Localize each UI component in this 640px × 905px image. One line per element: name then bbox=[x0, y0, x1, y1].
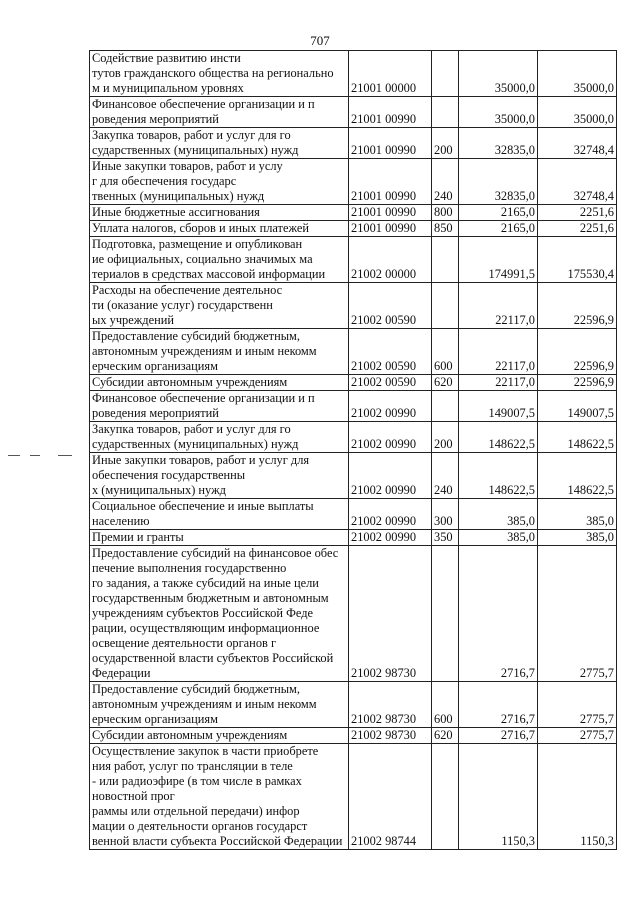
table-row bbox=[90, 283, 617, 329]
row-amount-1: 35000,0 bbox=[459, 97, 538, 128]
row-amount-1: 1150,3 bbox=[459, 744, 538, 850]
row-name: Иные закупки товаров, работ и услуг для обеспечения государственны х (муниципальных) нужд bbox=[90, 453, 349, 499]
row-amount-2: 2251,6 bbox=[538, 205, 617, 221]
row-expense-type: 240 bbox=[432, 159, 459, 205]
row-amount-1: 2716,7 bbox=[459, 682, 538, 728]
row-code: 21002 00990 bbox=[349, 422, 432, 453]
row-amount-2: 35000,0 bbox=[538, 51, 617, 97]
row-name: Подготовка, размещение и опубликован ие официальных, социально значимых ма териалов в средствах массовой информации bbox=[90, 237, 349, 283]
row-name: Осуществление закупок в части приобрете ния работ, услуг по трансляции в теле - или радиоэфире (в том числе в рамках новостной прог раммы или отдельной передачи) инфор мации о деятельности органов государст венной власти субъекта Российской Федерации bbox=[90, 744, 349, 850]
row-expense-type: 850 bbox=[432, 221, 459, 237]
row-expense-type bbox=[432, 97, 459, 128]
row-amount-1: 2165,0 bbox=[459, 205, 538, 221]
row-amount-2: 148622,5 bbox=[538, 453, 617, 499]
row-amount-1: 2165,0 bbox=[459, 221, 538, 237]
row-code: 21002 00590 bbox=[349, 329, 432, 375]
table-row bbox=[90, 51, 617, 97]
row-amount-1: 385,0 bbox=[459, 530, 538, 546]
row-code: 21002 00990 bbox=[349, 453, 432, 499]
row-amount-1: 174991,5 bbox=[459, 237, 538, 283]
table-row bbox=[90, 453, 617, 499]
table-row bbox=[90, 744, 617, 850]
row-name: Предоставление субсидий бюджетным, автономным учреждениям и иным некомм ерческим организациям bbox=[90, 682, 349, 728]
table-row bbox=[90, 221, 617, 237]
row-code: 21002 00590 bbox=[349, 375, 432, 391]
row-code: 21002 00590 bbox=[349, 283, 432, 329]
row-expense-type: 620 bbox=[432, 728, 459, 744]
row-code: 21001 00990 bbox=[349, 159, 432, 205]
row-amount-2: 385,0 bbox=[538, 530, 617, 546]
table-row bbox=[90, 499, 617, 530]
table-row bbox=[90, 546, 617, 682]
table-row bbox=[90, 391, 617, 422]
row-code: 21001 00990 bbox=[349, 128, 432, 159]
row-amount-1: 149007,5 bbox=[459, 391, 538, 422]
row-amount-1: 22117,0 bbox=[459, 329, 538, 375]
row-code: 21002 98730 bbox=[349, 728, 432, 744]
row-amount-1: 35000,0 bbox=[459, 51, 538, 97]
row-name: Содействие развитию инсти тутов гражданского общества на регионально м и муниципальном уровнях bbox=[90, 51, 349, 97]
row-amount-2: 148622,5 bbox=[538, 422, 617, 453]
table-row bbox=[90, 97, 617, 128]
row-expense-type: 240 bbox=[432, 453, 459, 499]
row-code: 21002 98730 bbox=[349, 546, 432, 682]
row-name: Социальное обеспечение и иные выплаты населению bbox=[90, 499, 349, 530]
row-expense-type: 800 bbox=[432, 205, 459, 221]
row-amount-1: 32835,0 bbox=[459, 159, 538, 205]
table-row bbox=[90, 159, 617, 205]
scan-mark bbox=[30, 455, 40, 456]
row-expense-type: 620 bbox=[432, 375, 459, 391]
row-name: Закупка товаров, работ и услуг для го сударственных (муниципальных) нужд bbox=[90, 422, 349, 453]
row-expense-type: 350 bbox=[432, 530, 459, 546]
row-amount-2: 32748,4 bbox=[538, 128, 617, 159]
table-row bbox=[90, 329, 617, 375]
row-code: 21001 00990 bbox=[349, 205, 432, 221]
row-amount-1: 148622,5 bbox=[459, 453, 538, 499]
row-expense-type: 200 bbox=[432, 422, 459, 453]
row-amount-2: 32748,4 bbox=[538, 159, 617, 205]
row-amount-2: 2775,7 bbox=[538, 682, 617, 728]
page-number: 707 bbox=[310, 33, 330, 48]
row-name: Субсидии автономным учреждениям bbox=[90, 375, 349, 391]
row-name: Финансовое обеспечение организации и п роведения мероприятий bbox=[90, 391, 349, 422]
row-name: Иные бюджетные ассигнования bbox=[90, 205, 349, 221]
row-amount-1: 32835,0 bbox=[459, 128, 538, 159]
row-name: Расходы на обеспечение деятельнос ти (оказание услуг) государственн ых учреждений bbox=[90, 283, 349, 329]
table-body bbox=[90, 51, 617, 850]
scan-mark bbox=[58, 455, 72, 456]
row-name: Предоставление субсидий бюджетным, автономным учреждениям и иным некомм ерческим организациям bbox=[90, 329, 349, 375]
row-expense-type: 600 bbox=[432, 329, 459, 375]
row-code: 21002 00990 bbox=[349, 499, 432, 530]
row-expense-type: 600 bbox=[432, 682, 459, 728]
row-code: 21001 00990 bbox=[349, 97, 432, 128]
row-amount-1: 22117,0 bbox=[459, 375, 538, 391]
row-expense-type: 300 bbox=[432, 499, 459, 530]
scan-mark bbox=[8, 455, 20, 456]
table-row bbox=[90, 375, 617, 391]
row-amount-2: 149007,5 bbox=[538, 391, 617, 422]
row-name: Закупка товаров, работ и услуг для го сударственных (муниципальных) нужд bbox=[90, 128, 349, 159]
table-row bbox=[90, 205, 617, 221]
row-expense-type bbox=[432, 237, 459, 283]
row-expense-type bbox=[432, 744, 459, 850]
row-amount-2: 2251,6 bbox=[538, 221, 617, 237]
row-name: Предоставление субсидий на финансовое обес печение выполнения государственно го задания, а также субсидий на иные цели государственным бюджетным и автономным учреждениям субъектов Российской Феде рации, осуществляющим информационное освещение деятельности органов г осударственной власти субъектов Российской Федерации bbox=[90, 546, 349, 682]
row-amount-2: 22596,9 bbox=[538, 375, 617, 391]
row-amount-1: 22117,0 bbox=[459, 283, 538, 329]
row-code: 21002 00990 bbox=[349, 530, 432, 546]
row-expense-type bbox=[432, 546, 459, 682]
row-amount-1: 2716,7 bbox=[459, 546, 538, 682]
row-name: Финансовое обеспечение организации и п роведения мероприятий bbox=[90, 97, 349, 128]
table-row bbox=[90, 728, 617, 744]
row-code: 21001 00990 bbox=[349, 221, 432, 237]
row-name: Уплата налогов, сборов и иных платежей bbox=[90, 221, 349, 237]
row-name: Субсидии автономным учреждениям bbox=[90, 728, 349, 744]
row-amount-2: 35000,0 bbox=[538, 97, 617, 128]
row-amount-2: 22596,9 bbox=[538, 283, 617, 329]
table-row bbox=[90, 682, 617, 728]
row-code: 21001 00000 bbox=[349, 51, 432, 97]
row-amount-2: 22596,9 bbox=[538, 329, 617, 375]
table-row bbox=[90, 422, 617, 453]
table-row bbox=[90, 128, 617, 159]
row-amount-2: 1150,3 bbox=[538, 744, 617, 850]
row-expense-type bbox=[432, 51, 459, 97]
row-code: 21002 98744 bbox=[349, 744, 432, 850]
row-amount-1: 2716,7 bbox=[459, 728, 538, 744]
row-amount-1: 148622,5 bbox=[459, 422, 538, 453]
row-amount-2: 2775,7 bbox=[538, 546, 617, 682]
table-row bbox=[90, 237, 617, 283]
row-code: 21002 00000 bbox=[349, 237, 432, 283]
row-amount-2: 385,0 bbox=[538, 499, 617, 530]
row-code: 21002 98730 bbox=[349, 682, 432, 728]
table-row bbox=[90, 530, 617, 546]
row-amount-1: 385,0 bbox=[459, 499, 538, 530]
row-amount-2: 2775,7 bbox=[538, 728, 617, 744]
row-name: Премии и гранты bbox=[90, 530, 349, 546]
row-name: Иные закупки товаров, работ и услу г для обеспечения государс твенных (муниципальных) нужд bbox=[90, 159, 349, 205]
row-code: 21002 00990 bbox=[349, 391, 432, 422]
row-amount-2: 175530,4 bbox=[538, 237, 617, 283]
row-expense-type bbox=[432, 391, 459, 422]
row-expense-type bbox=[432, 283, 459, 329]
row-expense-type: 200 bbox=[432, 128, 459, 159]
budget-table bbox=[89, 50, 617, 850]
